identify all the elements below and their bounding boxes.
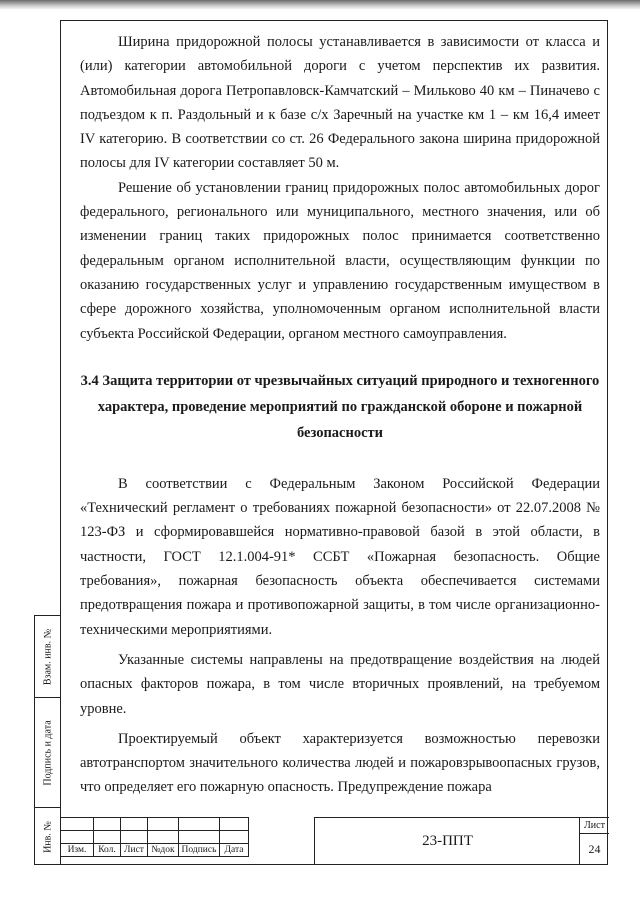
col-data: Дата — [220, 844, 249, 857]
col-ndok: №док — [148, 844, 179, 857]
paragraph: Проектируемый объект характеризуется возможностью перевозки автотранспортом значительного количества людей и пожаровзрывоопасных грузов, что определяет его пожарную опасность. Предупреждение пожара — [80, 730, 600, 796]
col-list: Лист — [121, 844, 148, 857]
title-block — [60, 817, 608, 865]
paragraph: Указанные системы направлены на предотвращение воздействия на людей опасных факторов пожара, в том числе вторичных проявлений, на требуемом уровне. — [80, 651, 600, 717]
revision-table — [60, 817, 249, 857]
sheet-number: 24 — [588, 842, 601, 856]
paragraph: В соответствии с Федеральным Законом Российской Федерации «Технический регламент о требованиях пожарной безопасности» от 22.07.2008 № 123-ФЗ и сформировавшейся нормативно-правовой базой в этой области, в частности, ГОСТ 12.1.004-91* ССБТ «Пожарная безопасность. Общие требования», пожарная безопасность объекта обеспечивается системами предотвращения пожара и противопожарной защиты, в том числе организационно-техническими мероприятиями. — [80, 475, 600, 638]
sheet-box — [579, 817, 609, 865]
side-stamp-label-inv: Инв. № — [42, 821, 54, 853]
side-stamp-replaced-inv — [35, 616, 61, 698]
sheet-label: Лист — [580, 818, 609, 834]
col-kol: Кол. — [94, 844, 121, 857]
document-code: 23-ППТ — [314, 817, 580, 865]
side-stamp-label-signature-date: Подпись и дата — [42, 719, 54, 786]
side-stamp-signature-date — [35, 698, 61, 808]
scan-shadow-edge — [0, 0, 640, 10]
section-heading: 3.4 Защита территории от чрезвычайных ситуаций природного и техногенного характера, проведение мероприятий по гражданской обороне и пожарной безопасности — [80, 372, 600, 441]
side-stamp — [34, 615, 60, 865]
paragraph: Решение об установлении границ придорожных полос автомобильных дорог федерального, регионального или муниципального, местного значения, или об изменении границ таких придорожных полос принимается соответственно федеральным органом исполнительной власти, осуществляющим функции по оказанию государственных услуг и управлению государственным имуществом в сфере дорожного хозяйства, уполномоченным органом исполнительной власти субъекта Российской Федерации, органом местного самоуправления. — [80, 179, 600, 342]
page-content — [80, 30, 600, 800]
side-stamp-inv — [35, 808, 61, 866]
col-izm: Изм. — [61, 844, 94, 857]
paragraph: Ширина придорожной полосы устанавливается в зависимости от класса и (или) категории автомобильной дороги с учетом перспектив их развития. Автомобильная дорога Петропавловск-Камчатский – Мильково 40 км – Пиначево с подъездом к п. Раздольный и к базе с/х Заречный на участке км 1 – км 16,4 имеет IV категорию. В соответствии со ст. 26 Федерального закона ширина придорожной полосы для IV категории составляет 50 м. — [80, 34, 600, 172]
col-podpis: Подпись — [179, 844, 220, 857]
side-stamp-label-replaced-inv: Взам. инв. № — [42, 628, 54, 685]
